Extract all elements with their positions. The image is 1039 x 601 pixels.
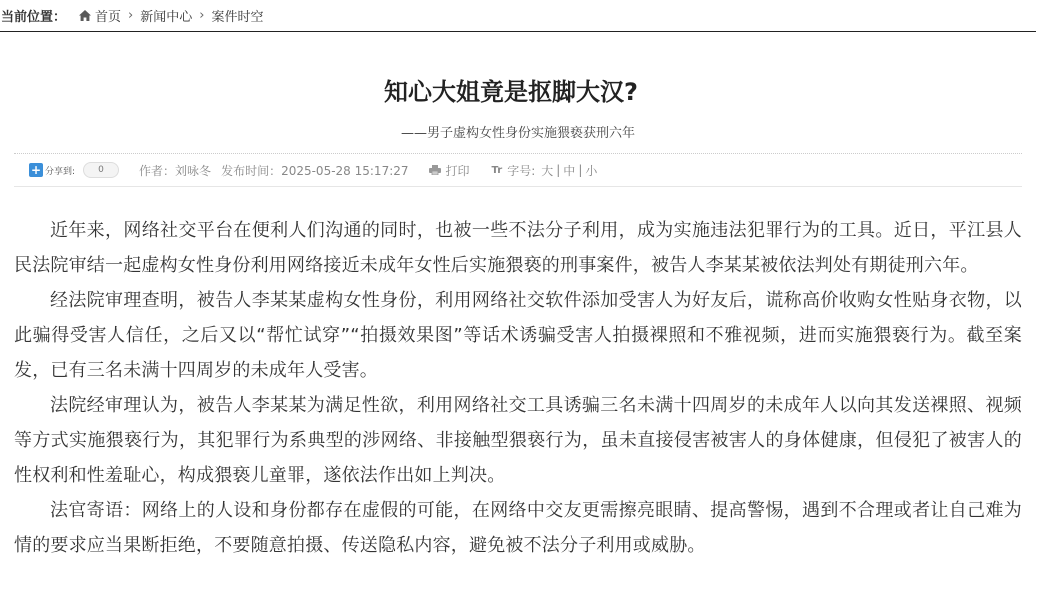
- share-count: 0: [83, 162, 119, 178]
- breadcrumb-label: 当前位置：: [1, 10, 67, 25]
- breadcrumb-home-link[interactable]: 首页: [95, 10, 122, 25]
- divider: |: [578, 163, 583, 177]
- font-size-medium-option[interactable]: 中: [563, 163, 576, 178]
- font-size-label: 字号:: [507, 163, 536, 178]
- article-author: 作者：刘咏冬: [139, 163, 212, 178]
- article-paragraph: 经法院审理查明，被告人李某某虚构女性身份，利用网络社交软件添加受害人为好友后，谎称高价收购女性贴身衣物，以此骗得受害人信任，之后又以“帮忙试穿”“拍摄效果图”等话术诱骗受害人拍摄裸照和不雅视频，进而实施猥亵行为。截至案发，已有三名未满十四周岁的未成年人受害。: [14, 290, 1022, 381]
- share-plus-icon[interactable]: +: [30, 163, 42, 177]
- share-widget[interactable]: [29, 162, 119, 178]
- article-meta-bar: [14, 153, 1022, 187]
- divider: |: [556, 163, 561, 177]
- article-paragraph: 法官寄语：网络上的人设和身份都存在虚假的可能，在网络中交友更需擦亮眼睛、提高警惕，遇到不合理或者让自己难为情的要求应当果断拒绝，不要随意拍摄、传送隐私内容，避免被不法分子利用或威胁。: [14, 500, 1022, 556]
- font-size-control: [492, 162, 598, 179]
- share-label[interactable]: 分享到:: [45, 166, 76, 177]
- font-size-icon: Tr: [491, 164, 503, 176]
- breadcrumb-news-center-link[interactable]: 新闻中心: [140, 10, 193, 25]
- article-subtitle: ——男子虚构女性身份实施猥亵获刑六年: [400, 126, 635, 141]
- printer-icon: [429, 165, 441, 175]
- article-title: 知心大姐竟是抠脚大汉?: [384, 78, 638, 106]
- article-paragraph: 近年来，网络社交平台在便利人们沟通的同时，也被一些不法分子利用，成为实施违法犯罪行为的工具。近日，平江县人民法院审结一起虚构女性身份利用网络接近未成年女性后实施猥亵的刑事案件，被告人李某某被依法判处有期徒刑六年。: [14, 220, 1022, 276]
- breadcrumb-case-link[interactable]: 案件时空: [211, 10, 264, 25]
- font-size-large-option[interactable]: 大: [541, 163, 554, 178]
- print-label[interactable]: 打印: [445, 163, 470, 178]
- article-publish-time: 发布时间：2025-05-28 15:17:27: [221, 163, 409, 178]
- article-paragraph: 法院经审理认为，被告人李某某为满足性欲，利用网络社交工具诱骗三名未满十四周岁的未成年人以向其发送裸照、视频等方式实施猥亵行为，其犯罪行为系典型的涉网络、非接触型猥亵行为，虽未直接侵害被害人的身体健康，但侵犯了被害人的性权利和性羞耻心，构成猥亵儿童罪，遂依法作出如上判决。: [14, 395, 1022, 486]
- chevron-right-icon: ›: [128, 8, 134, 23]
- home-icon[interactable]: [78, 9, 92, 22]
- print-button[interactable]: [429, 162, 470, 179]
- article-body: [14, 213, 1022, 563]
- font-size-small-option[interactable]: 小: [585, 163, 598, 178]
- chevron-right-icon: ›: [199, 8, 205, 23]
- breadcrumb: [0, 0, 1036, 32]
